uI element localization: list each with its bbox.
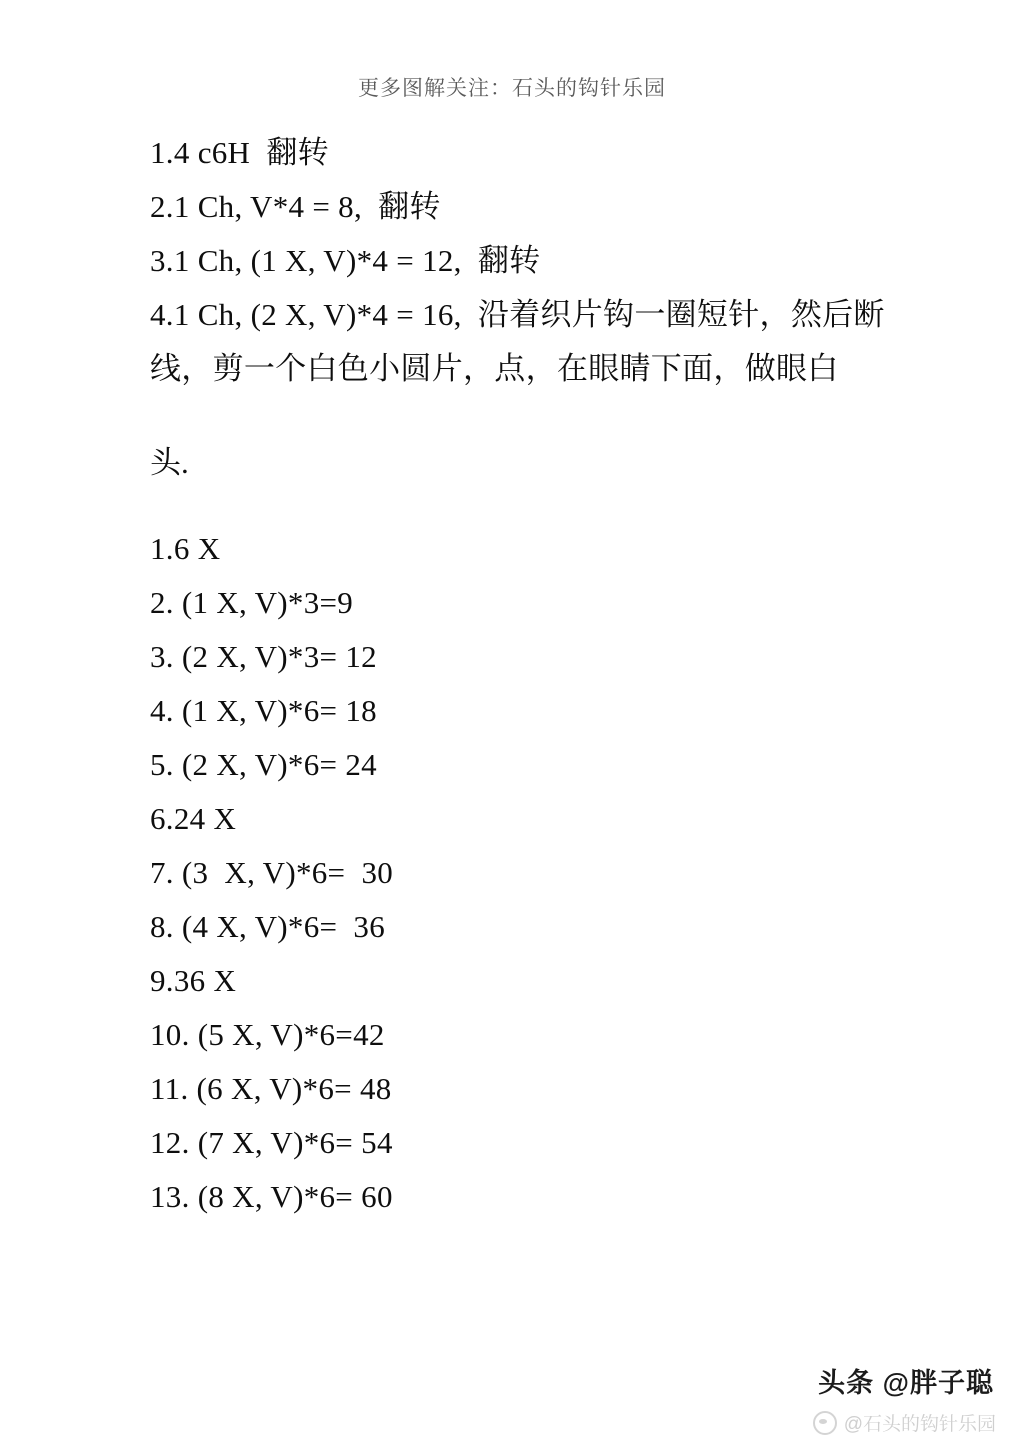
instruction-line: 12. (7 X, V)*6= 54: [150, 1125, 393, 1160]
watermark-primary: [818, 1361, 994, 1400]
instruction-line: 4.1 Ch, (2 X, V)*4 = 16, 沿着织片钩一圈短针，然后断线，剪一个白色小圆片，点，在眼睛下面，做眼白: [150, 297, 885, 386]
instruction-line: 3. (2 X, V)*3= 12: [150, 639, 377, 674]
instructions-part-one: [150, 126, 910, 396]
instruction-line: 5. (2 X, V)*6= 24: [150, 747, 377, 782]
instruction-line: 6.24 X: [150, 801, 237, 836]
instruction-line: 8. (4 X, V)*6= 36: [150, 909, 385, 944]
watermark-secondary: [813, 1409, 996, 1436]
instruction-line: 10. (5 X, V)*6=42: [150, 1017, 385, 1052]
instruction-line: 1.4 c6H 翻转: [150, 135, 329, 170]
section-spacer: [150, 486, 910, 522]
section-title: 头.: [150, 445, 189, 480]
paragraph-spacer: [150, 396, 910, 440]
instruction-line: 2.1 Ch, V*4 = 8, 翻转: [150, 189, 441, 224]
instruction-line: 4. (1 X, V)*6= 18: [150, 693, 377, 728]
instructions-part-two: [150, 522, 910, 1224]
instruction-line: 2. (1 X, V)*3=9: [150, 585, 354, 620]
instruction-line: 11. (6 X, V)*6= 48: [150, 1071, 392, 1106]
instruction-line: 7. (3 X, V)*6= 30: [150, 855, 394, 890]
instruction-line: 9.36 X: [150, 963, 237, 998]
watermark-secondary-text: @石头的钩针乐园: [843, 1414, 996, 1435]
instruction-line: 13. (8 X, V)*6= 60: [150, 1179, 393, 1214]
watermark-primary-text: 头条 @胖子聪: [818, 1368, 994, 1398]
document-content: [150, 126, 910, 1224]
instruction-line: 1.6 X: [150, 531, 221, 566]
page-header: 更多图解关注：石头的钩针乐园: [358, 77, 666, 100]
weibo-icon: [813, 1411, 837, 1435]
instruction-line: 3.1 Ch, (1 X, V)*4 = 12, 翻转: [150, 243, 541, 278]
